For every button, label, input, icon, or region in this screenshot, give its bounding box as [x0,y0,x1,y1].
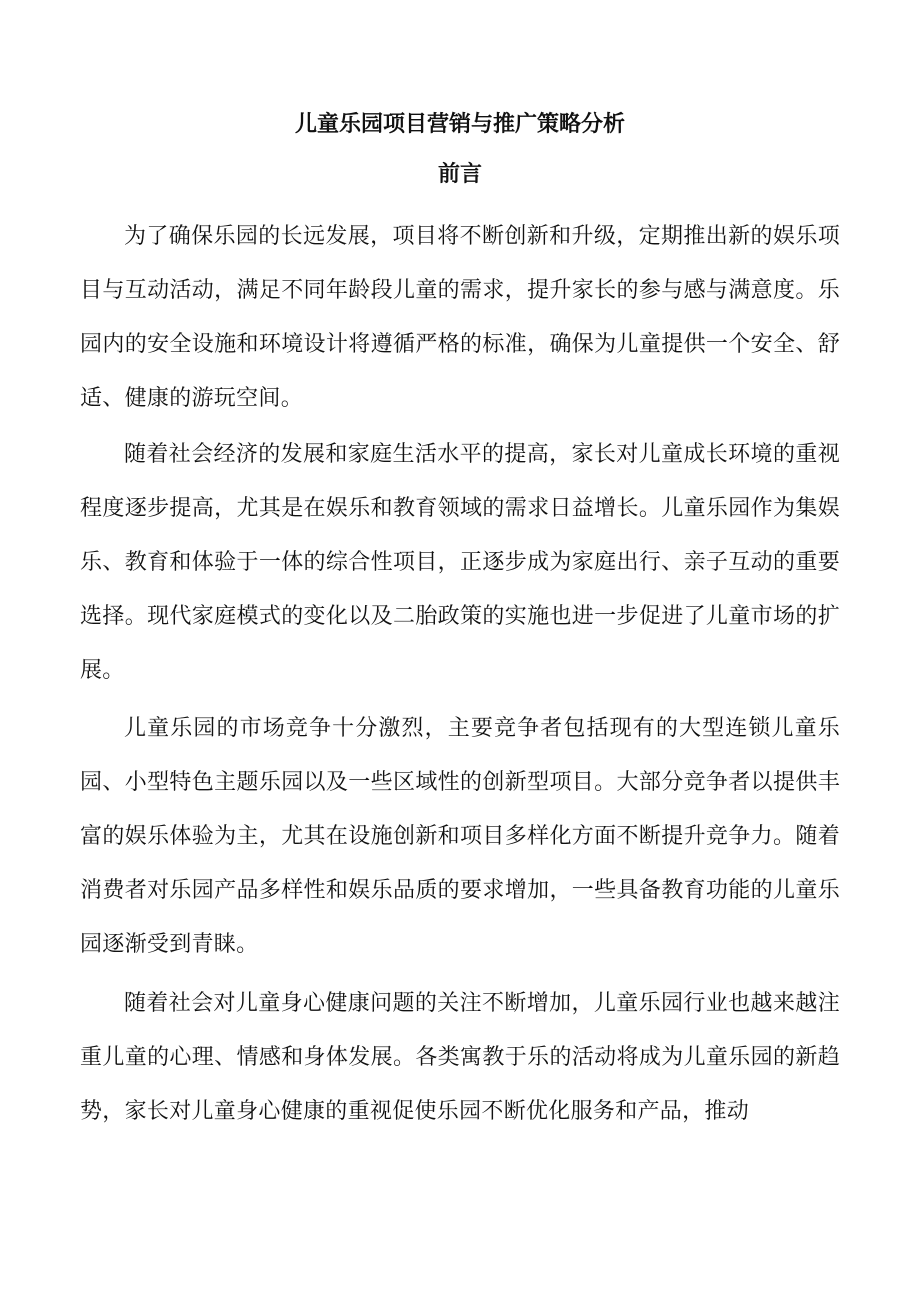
paragraph: 为了确保乐园的长远发展，项目将不断创新和升级，定期推出新的娱乐项目与互动活动，满足不同年龄段儿童的需求，提升家长的参与感与满意度。乐园内的安全设施和环境设计将遵循严格的标准，确保为儿童提供一个安全、舒适、健康的游玩空间。 [80,224,840,411]
document-title: 儿童乐园项目营销与推广策略分析 [294,111,625,137]
paragraph: 儿童乐园的市场竞争十分激烈，主要竞争者包括现有的大型连锁儿童乐园、小型特色主题乐园以及一些区域性的创新型项目。大部分竞争者以提供丰富的娱乐体验为主，尤其在设施创新和项目多样化方面不断提升竞争力。随着消费者对乐园产品多样性和娱乐品质的要求增加，一些具备教育功能的儿童乐园逐渐受到青睐。 [80,716,840,957]
paragraph: 随着社会经济的发展和家庭生活水平的提高，家长对儿童成长环境的重视程度逐步提高，尤其是在娱乐和教育领域的需求日益增长。儿童乐园作为集娱乐、教育和体验于一体的综合性项目，正逐步成为家庭出行、亲子互动的重要选择。现代家庭模式的变化以及二胎政策的实施也进一步促进了儿童市场的扩展。 [80,442,840,683]
section-heading: 前言 [437,161,482,187]
paragraph: 随着社会对儿童身心健康问题的关注不断增加，儿童乐园行业也越来越注重儿童的心理、情感和身体发展。各类寓教于乐的活动将成为儿童乐园的新趋势，家长对儿童身心健康的重视促使乐园不断优化服务和产品，推动 [80,991,840,1124]
